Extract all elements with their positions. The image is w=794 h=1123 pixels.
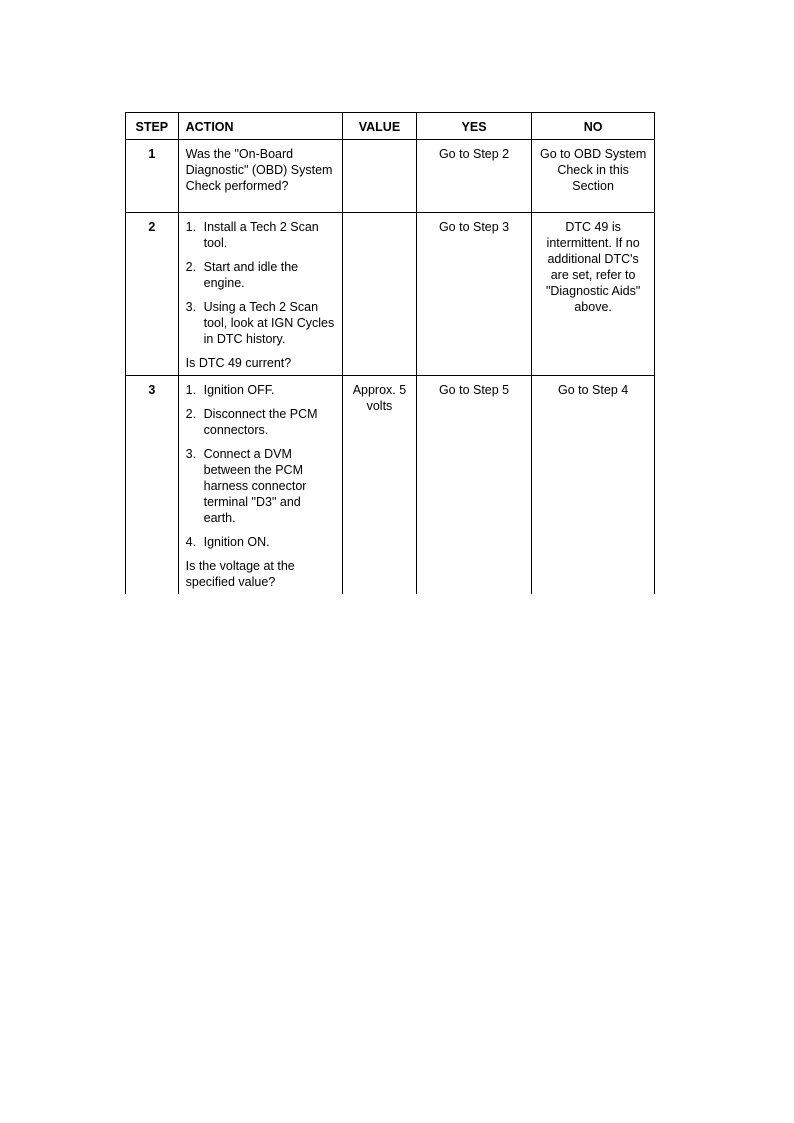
header-value: VALUE <box>343 113 417 140</box>
table-row <box>126 376 655 595</box>
step-item-text: Start and idle the engine. <box>203 260 299 290</box>
action-step-item <box>186 299 336 347</box>
header-yes: YES <box>416 113 531 140</box>
step-item-number: 2. <box>185 407 197 421</box>
step-number: 1 <box>126 140 179 213</box>
no-cell: Go to OBD System Check in this Section <box>532 140 655 213</box>
step-item-number: 3. <box>185 447 197 461</box>
yes-cell: Go to Step 3 <box>416 213 531 376</box>
step-item-text: Ignition ON. <box>203 535 270 549</box>
action-step-item <box>186 382 336 398</box>
diagnostic-table <box>125 112 655 594</box>
yes-cell: Go to Step 2 <box>416 140 531 213</box>
step-number: 2 <box>126 213 179 376</box>
action-step-item <box>186 534 336 550</box>
step-item-number: 3. <box>185 300 197 314</box>
action-step-item <box>186 259 336 291</box>
no-cell: DTC 49 is intermittent. If no additional DTC's are set, refer to "Diagnostic Aids" above. <box>532 213 655 376</box>
header-step: STEP <box>126 113 179 140</box>
action-cell <box>178 376 342 595</box>
action-step-item <box>186 406 336 438</box>
step-item-number: 1. <box>185 220 197 234</box>
action-step-item <box>186 219 336 251</box>
action-question: Is the voltage at the specified value? <box>185 559 295 589</box>
step-item-text: Ignition OFF. <box>203 383 275 397</box>
action-steps <box>186 382 336 550</box>
step-item-number: 4. <box>185 535 197 549</box>
value-cell <box>343 140 417 213</box>
header-no: NO <box>532 113 655 140</box>
value-cell <box>343 213 417 376</box>
action-cell <box>178 140 342 213</box>
action-text: Was the "On-Board Diagnostic" (OBD) System Check performed? <box>185 147 333 193</box>
table-row <box>126 213 655 376</box>
value-cell: Approx. 5 volts <box>343 376 417 595</box>
table-header-row <box>126 113 655 140</box>
step-item-text: Install a Tech 2 Scan tool. <box>203 220 319 250</box>
action-cell <box>178 213 342 376</box>
header-action: ACTION <box>178 113 342 140</box>
yes-cell: Go to Step 5 <box>416 376 531 595</box>
action-steps <box>186 219 336 347</box>
step-number: 3 <box>126 376 179 595</box>
table-row <box>126 140 655 213</box>
step-item-number: 1. <box>185 383 197 397</box>
action-step-item <box>186 446 336 526</box>
action-question: Is DTC 49 current? <box>185 356 292 370</box>
step-item-text: Using a Tech 2 Scan tool, look at IGN Cycles in DTC history. <box>203 300 335 346</box>
no-cell: Go to Step 4 <box>532 376 655 595</box>
step-item-text: Connect a DVM between the PCM harness connector terminal "D3" and earth. <box>203 447 307 525</box>
step-item-number: 2. <box>185 260 197 274</box>
step-item-text: Disconnect the PCM connectors. <box>203 407 318 437</box>
